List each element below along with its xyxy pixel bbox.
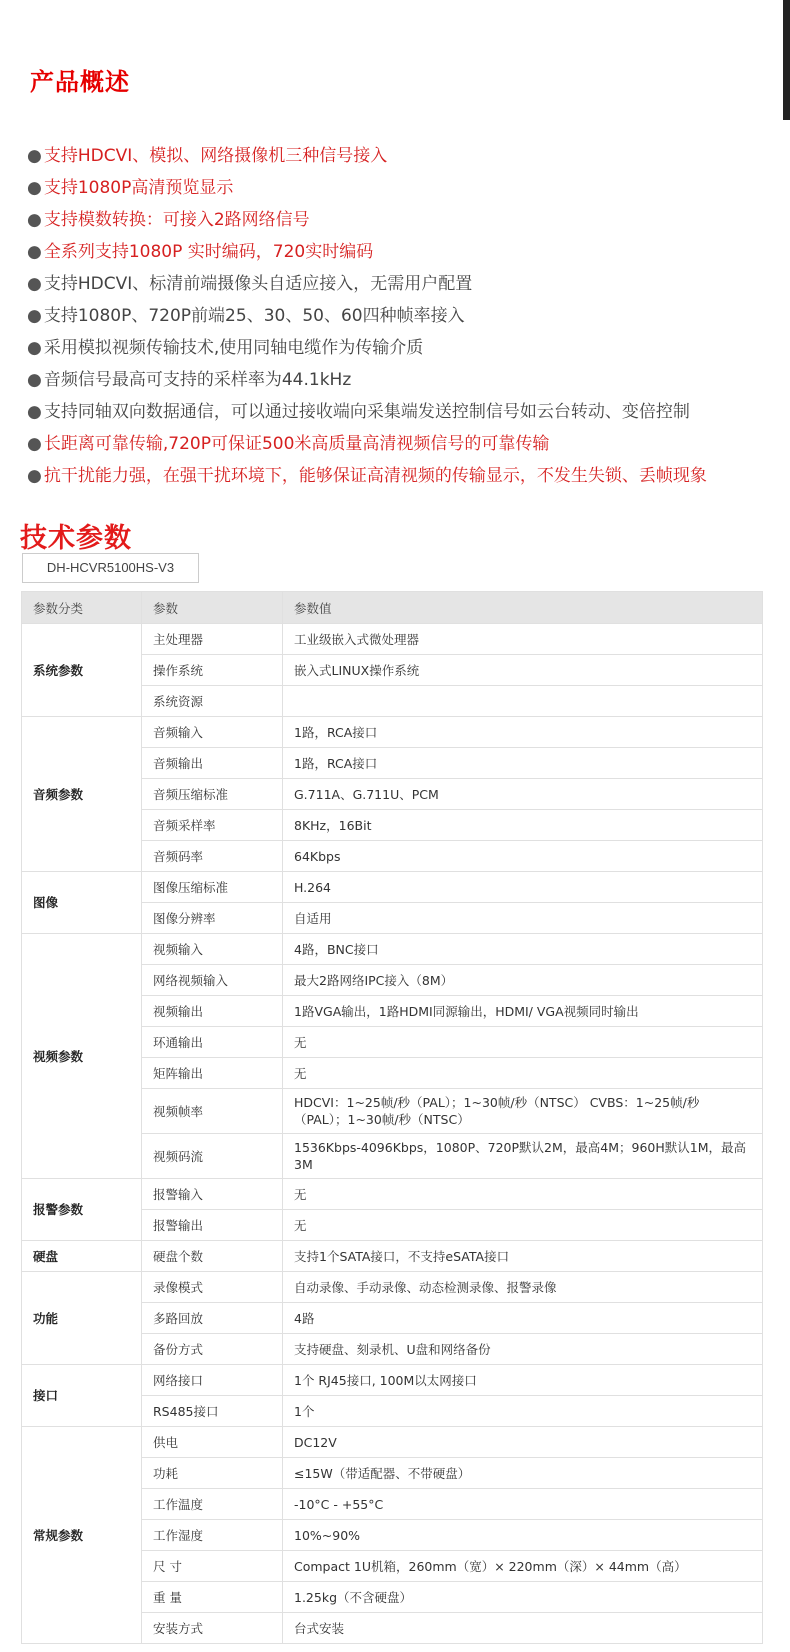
value-cell: 嵌入式LINUX操作系统	[283, 655, 763, 686]
value-cell: 1个	[283, 1396, 763, 1427]
param-cell: 多路回放	[142, 1303, 283, 1334]
spec-header-row	[22, 592, 763, 624]
bullet-icon: ●	[27, 274, 42, 294]
feature-item	[27, 268, 787, 300]
feature-text: 全系列支持1080P 实时编码，720实时编码	[43, 242, 374, 262]
feature-list	[27, 140, 787, 492]
category-cell: 音频参数	[22, 717, 142, 872]
param-cell: 硬盘个数	[142, 1241, 283, 1272]
param-cell: 系统资源	[142, 686, 283, 717]
value-cell: 8KHz，16Bit	[283, 810, 763, 841]
feature-text: 支持HDCVI、模拟、网络摄像机三种信号接入	[43, 146, 388, 166]
value-cell: 工业级嵌入式微处理器	[283, 624, 763, 655]
value-cell: ≤15W（带适配器、不带硬盘）	[283, 1458, 763, 1489]
value-cell: 支持硬盘、刻录机、U盘和网络备份	[283, 1334, 763, 1365]
value-cell: 1路，RCA接口	[283, 748, 763, 779]
feature-item	[27, 204, 787, 236]
param-cell: 环通输出	[142, 1027, 283, 1058]
edge-bar	[783, 0, 790, 120]
category-cell: 报警参数	[22, 1179, 142, 1241]
value-cell: 1536Kbps-4096Kbps，1080P、720P默认2M，最高4M；960H默认1M，最高3M	[283, 1134, 763, 1179]
feature-item	[27, 140, 787, 172]
param-cell: 功耗	[142, 1458, 283, 1489]
feature-text: 抗干扰能力强，在强干扰环境下，能够保证高清视频的传输显示，不发生失锁、丢帧现象	[43, 466, 707, 486]
value-cell: 无	[283, 1179, 763, 1210]
param-cell: 图像分辨率	[142, 903, 283, 934]
param-cell: 操作系统	[142, 655, 283, 686]
param-cell: 供电	[142, 1427, 283, 1458]
bullet-icon: ●	[27, 306, 42, 326]
param-cell: 安装方式	[142, 1613, 283, 1644]
bullet-icon: ●	[27, 146, 42, 166]
table-row	[22, 1272, 763, 1303]
param-cell: 工作湿度	[142, 1520, 283, 1551]
model-tab[interactable]: DH-HCVR5100HS-V3	[22, 553, 199, 583]
feature-item	[27, 428, 787, 460]
bullet-icon: ●	[27, 370, 42, 390]
feature-item	[27, 332, 787, 364]
value-cell: 台式安装	[283, 1613, 763, 1644]
param-cell: 视频输入	[142, 934, 283, 965]
feature-text: 音频信号最高可支持的采样率为44.1kHz	[43, 370, 352, 390]
specs-title: 技术参数	[20, 523, 132, 554]
param-cell: 矩阵输出	[142, 1058, 283, 1089]
param-cell: RS485接口	[142, 1396, 283, 1427]
header-param: 参数	[142, 592, 283, 624]
value-cell: H.264	[283, 872, 763, 903]
category-cell: 图像	[22, 872, 142, 934]
bullet-icon: ●	[27, 402, 42, 422]
table-row	[22, 624, 763, 655]
table-row	[22, 934, 763, 965]
param-cell: 备份方式	[142, 1334, 283, 1365]
category-cell: 接口	[22, 1365, 142, 1427]
feature-text: 支持1080P、720P前端25、30、50、60四种帧率接入	[43, 306, 465, 326]
header-category: 参数分类	[22, 592, 142, 624]
value-cell: Compact 1U机箱，260mm（宽）× 220mm（深）× 44mm（高）	[283, 1551, 763, 1582]
param-cell: 视频输出	[142, 996, 283, 1027]
param-cell: 音频码率	[142, 841, 283, 872]
feature-text: 支持HDCVI、标清前端摄像头自适应接入，无需用户配置	[43, 274, 473, 294]
value-cell: G.711A、G.711U、PCM	[283, 779, 763, 810]
value-cell: 支持1个SATA接口，不支持eSATA接口	[283, 1241, 763, 1272]
param-cell: 视频码流	[142, 1134, 283, 1179]
table-row	[22, 1427, 763, 1458]
param-cell: 网络视频输入	[142, 965, 283, 996]
spec-table	[21, 591, 763, 1644]
feature-text: 支持1080P高清预览显示	[43, 178, 234, 198]
param-cell: 工作温度	[142, 1489, 283, 1520]
bullet-icon: ●	[27, 338, 42, 358]
param-cell: 视频帧率	[142, 1089, 283, 1134]
category-cell: 硬盘	[22, 1241, 142, 1272]
value-cell: DC12V	[283, 1427, 763, 1458]
param-cell: 音频输入	[142, 717, 283, 748]
value-cell: 1.25kg（不含硬盘）	[283, 1582, 763, 1613]
value-cell: HDCVI：1~25帧/秒（PAL）；1~30帧/秒（NTSC） CVBS：1~25帧/秒（PAL）；1~30帧/秒（NTSC）	[283, 1089, 763, 1134]
param-cell: 尺 寸	[142, 1551, 283, 1582]
value-cell: 1个 RJ45接口, 100M以太网接口	[283, 1365, 763, 1396]
param-cell: 音频压缩标准	[142, 779, 283, 810]
category-cell: 系统参数	[22, 624, 142, 717]
bullet-icon: ●	[27, 466, 42, 486]
header-value: 参数值	[283, 592, 763, 624]
feature-item	[27, 236, 787, 268]
overview-title: 产品概述	[30, 67, 130, 96]
category-cell: 视频参数	[22, 934, 142, 1179]
value-cell: 4路	[283, 1303, 763, 1334]
value-cell: 自适用	[283, 903, 763, 934]
param-cell: 音频输出	[142, 748, 283, 779]
value-cell: 无	[283, 1210, 763, 1241]
bullet-icon: ●	[27, 210, 42, 230]
feature-item	[27, 460, 787, 492]
feature-item	[27, 396, 787, 428]
feature-item	[27, 172, 787, 204]
value-cell: 10%~90%	[283, 1520, 763, 1551]
table-row	[22, 1365, 763, 1396]
param-cell: 录像模式	[142, 1272, 283, 1303]
bullet-icon: ●	[27, 242, 42, 262]
param-cell: 重 量	[142, 1582, 283, 1613]
value-cell: 无	[283, 1058, 763, 1089]
feature-text: 支持同轴双向数据通信，可以通过接收端向采集端发送控制信号如云台转动、变倍控制	[43, 402, 690, 422]
param-cell: 网络接口	[142, 1365, 283, 1396]
bullet-icon: ●	[27, 178, 42, 198]
value-cell: 1路，RCA接口	[283, 717, 763, 748]
param-cell: 报警输出	[142, 1210, 283, 1241]
param-cell: 主处理器	[142, 624, 283, 655]
category-cell: 功能	[22, 1272, 142, 1365]
feature-item	[27, 300, 787, 332]
table-row	[22, 717, 763, 748]
param-cell: 图像压缩标准	[142, 872, 283, 903]
feature-text: 采用模拟视频传输技术,使用同轴电缆作为传输介质	[43, 338, 424, 358]
feature-text: 支持模数转换：可接入2路网络信号	[43, 210, 310, 230]
value-cell: -10°C - +55°C	[283, 1489, 763, 1520]
feature-item	[27, 364, 787, 396]
value-cell: 自动录像、手动录像、动态检测录像、报警录像	[283, 1272, 763, 1303]
param-cell: 音频采样率	[142, 810, 283, 841]
param-cell: 报警输入	[142, 1179, 283, 1210]
table-row	[22, 872, 763, 903]
table-row	[22, 1179, 763, 1210]
value-cell: 4路，BNC接口	[283, 934, 763, 965]
value-cell: 64Kbps	[283, 841, 763, 872]
feature-text: 长距离可靠传输,720P可保证500米高质量高清视频信号的可靠传输	[43, 434, 550, 454]
bullet-icon: ●	[27, 434, 42, 454]
value-cell	[283, 686, 763, 717]
value-cell: 1路VGA输出，1路HDMI同源输出，HDMI/ VGA视频同时输出	[283, 996, 763, 1027]
value-cell: 无	[283, 1027, 763, 1058]
category-cell: 常规参数	[22, 1427, 142, 1644]
value-cell: 最大2路网络IPC接入（8M）	[283, 965, 763, 996]
table-row	[22, 1241, 763, 1272]
